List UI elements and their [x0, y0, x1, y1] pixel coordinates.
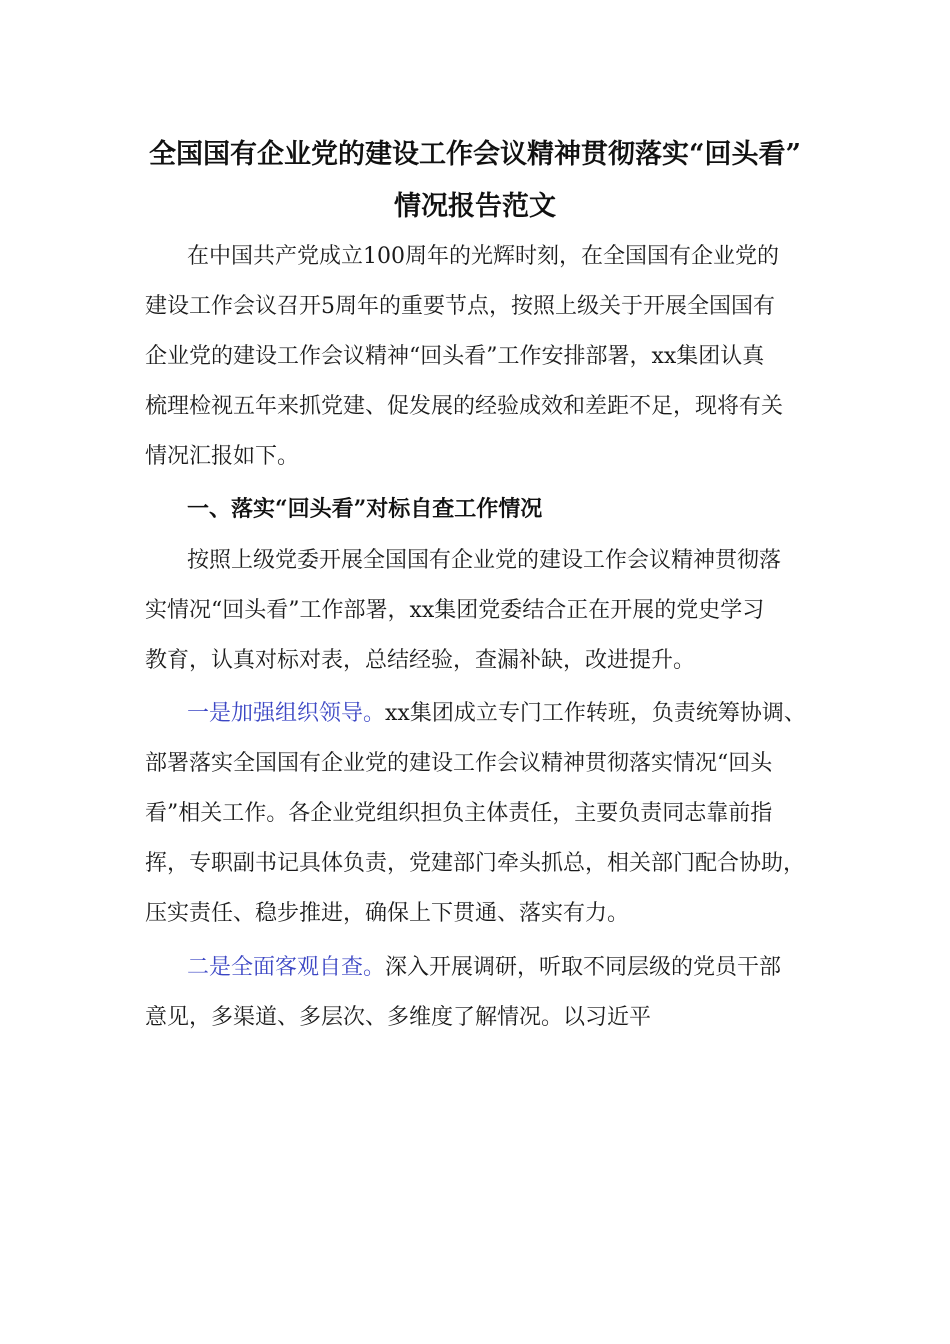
point-line: 压实责任、稳步推进，确保上下贯通、落实有力。 — [145, 901, 630, 926]
point-line: 部署落实全国国有企业党的建设工作会议精神贯彻落实情况“回头 — [145, 751, 773, 776]
point-first-line — [187, 953, 781, 983]
point-line: 意见，多渠道、多层次、多维度了解情况。以习近平 — [145, 1005, 652, 1030]
point-line: 看”相关工作。各企业党组织担负主体责任，主要负责同志靠前指 — [145, 801, 773, 826]
intro-line: 梳理检视五年来抓党建、促发展的经验成效和差距不足，现将有关 — [145, 394, 784, 419]
intro-line: 企业党的建设工作会议精神“回头看”工作安排部署，xx集团认真 — [145, 344, 765, 369]
point-text: xx集团成立专门工作转班，负责统筹协调、 — [385, 701, 806, 726]
point-label: 一是加强组织领导。 — [187, 701, 386, 726]
section-heading: 一、落实“回头看”对标自查工作情况 — [187, 496, 543, 522]
point-line: 挥，专职副书记具体负责，党建部门牵头抓总，相关部门配合协助， — [145, 851, 806, 876]
document-title-line-2: 情况报告范文 — [394, 191, 556, 222]
intro-line: 建设工作会议召开5周年的重要节点，按照上级关于开展全国国有 — [145, 294, 775, 319]
section-paragraph-line: 实情况“回头看”工作部署，xx集团党委结合正在开展的党史学习 — [145, 598, 765, 623]
document-title-line-1: 全国国有企业党的建设工作会议精神贯彻落实“回头看” — [148, 139, 802, 170]
section-paragraph-line: 按照上级党委开展全国国有企业党的建设工作会议精神贯彻落 — [187, 548, 782, 573]
point-first-line — [187, 699, 806, 729]
point-label: 二是全面客观自查。 — [187, 955, 386, 980]
point-text: 深入开展调研，听取不同层级的党员干部 — [385, 955, 782, 980]
intro-line: 在中国共产党成立100周年的光辉时刻，在全国国有企业党的 — [187, 244, 779, 269]
intro-line: 情况汇报如下。 — [145, 444, 300, 469]
section-paragraph-line: 教育，认真对标对表，总结经验，查漏补缺，改进提升。 — [145, 648, 696, 673]
